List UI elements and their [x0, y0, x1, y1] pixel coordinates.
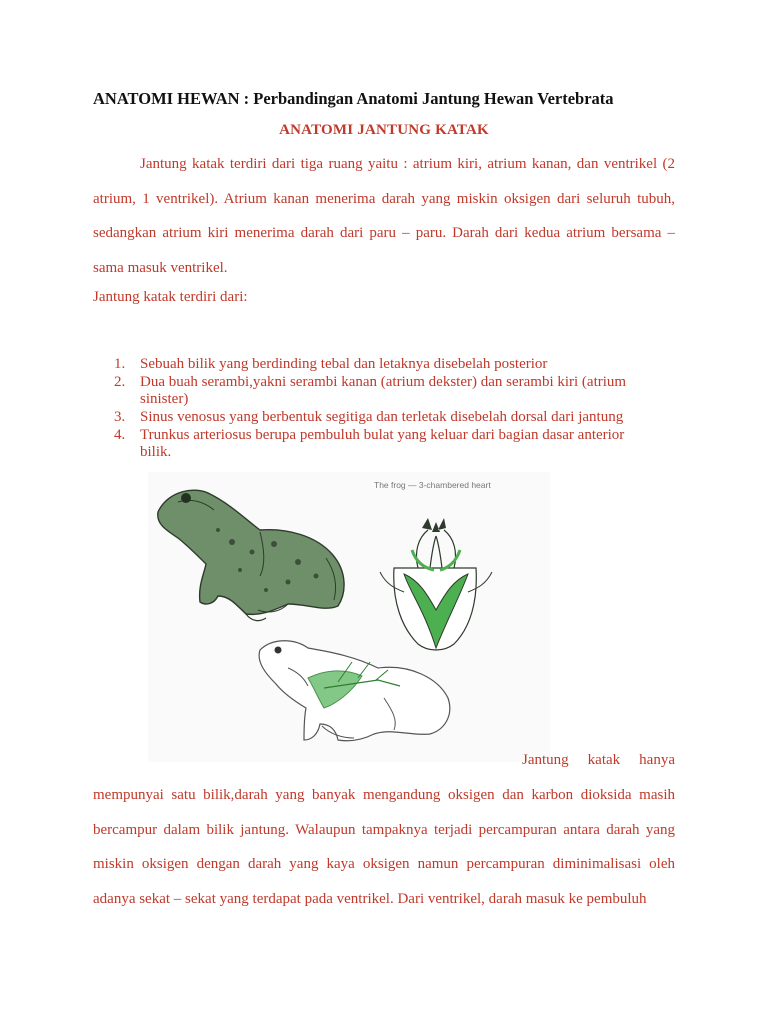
list-item	[93, 374, 653, 408]
section-title: ANATOMI JANTUNG KATAK	[279, 122, 489, 138]
list-item	[93, 356, 653, 373]
document-title: ANATOMI HEWAN : Perbandingan Anatomi Jantung Hewan Vertebrata	[93, 89, 614, 108]
heart-parts-list	[93, 356, 653, 462]
figure-caption: The frog — 3-chambered heart	[374, 480, 491, 490]
list-item-text: Dua buah serambi,yakni serambi kanan (atrium dekster) dan serambi kiri (atrium sinister)	[140, 374, 627, 407]
paragraph-2: Jantung katak terdiri dari:	[93, 289, 248, 305]
list-item	[93, 409, 653, 426]
list-item-text: Sebuah bilik yang berdinding tebal dan letaknya disebelah posterior	[140, 356, 548, 372]
list-number: 4.	[114, 427, 126, 443]
frog-heart-illustration	[148, 472, 550, 762]
list-number: 3.	[114, 409, 126, 425]
list-number: 1.	[114, 356, 126, 372]
paragraph-1: Jantung katak terdiri dari tiga ruang yaitu : atrium kiri, atrium kanan, dan ventrikel (2 atrium, 1 ventrikel). Atrium kanan menerima darah yang miskin oksigen dari seluruh tubuh, sedangkan atrium kiri menerima darah dari paru – paru. Darah dari kedua atrium bersama – sama masuk ventrikel.	[93, 156, 675, 276]
list-item-text: Sinus venosus yang berbentuk segitiga dan terletak disebelah dorsal dari jantung	[140, 409, 624, 425]
list-item	[93, 427, 653, 461]
paragraph-3: mempunyai satu bilik,darah yang banyak mengandung oksigen dan karbon dioksida masih bercampur dalam bilik jantung. Walaupun tampaknya terjadi percampuran antara darah yang miskin oksigen dengan darah yang kaya oksigen namun percampuran diminimalisasi oleh adanya sekat – sekat yang terdapat pada ventrikel. Dari ventrikel, darah masuk ke pembuluh	[93, 787, 675, 907]
paragraph-3-lead: Jantung katak hanya	[522, 752, 675, 768]
list-number: 2.	[114, 374, 126, 390]
list-item-text: Trunkus arteriosus berupa pembuluh bulat yang keluar dari bagian dasar anterior bilik.	[140, 427, 625, 460]
frog-heart-figure	[148, 472, 550, 762]
